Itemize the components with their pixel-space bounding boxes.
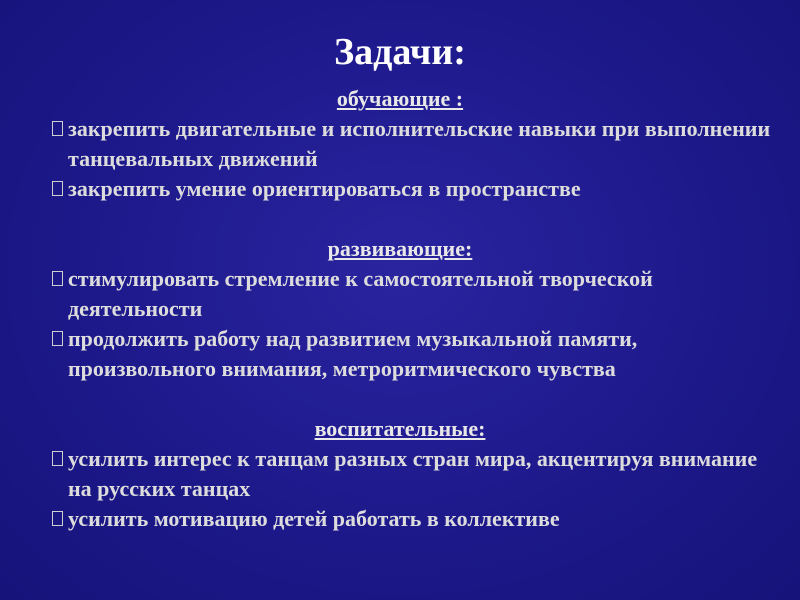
list-item-text: усилить мотивацию детей работать в коллективе	[68, 506, 560, 531]
section-heading-developing: развивающие:	[327, 236, 473, 261]
list-item-text: продолжить работу над развитием музыкальной памяти, произвольного внимания, метроритмического чувства	[68, 326, 638, 381]
list-item	[52, 114, 772, 174]
list-item	[52, 324, 772, 384]
list-item-text: закрепить умение ориентироваться в пространстве	[68, 176, 581, 201]
bullet-icon	[52, 181, 63, 196]
list-item	[52, 264, 772, 324]
section-heading-educational: воспитательные:	[314, 416, 486, 441]
list-item-text: закрепить двигательные и исполнительские навыки при выполнении танцевальных движений	[68, 116, 771, 171]
list-item-text: усилить интерес к танцам разных стран мира, акцентируя внимание на русских танцах	[68, 446, 758, 501]
section-heading-teaching: обучающие :	[336, 86, 464, 111]
list-item	[52, 174, 772, 204]
bullet-icon	[52, 331, 63, 346]
slide-content	[52, 84, 772, 534]
bullet-icon	[52, 451, 63, 466]
bullet-icon	[52, 511, 63, 526]
list-item-text: стимулировать стремление к самостоятельной творческой деятельности	[68, 266, 653, 321]
list-item	[52, 444, 772, 504]
slide-title: Задачи:	[334, 31, 466, 73]
list-item	[52, 504, 772, 534]
bullet-icon	[52, 121, 63, 136]
bullet-icon	[52, 271, 63, 286]
